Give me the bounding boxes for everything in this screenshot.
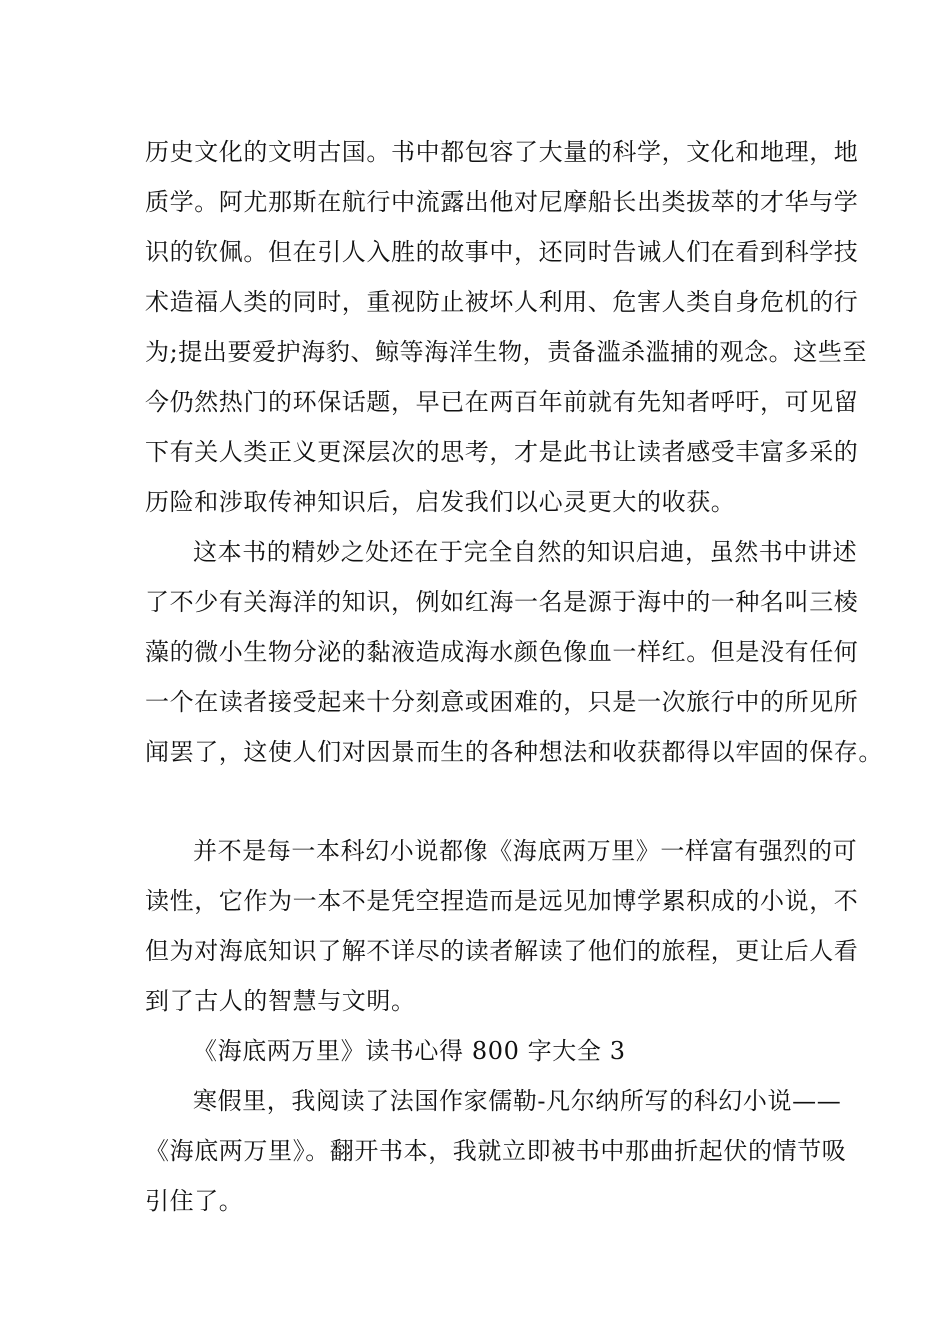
paragraph-line: 这本书的精妙之处还在于完全自然的知识启迪，虽然书中讲述 [193, 538, 858, 566]
paragraph-line: 引住了。 [145, 1187, 244, 1215]
paragraph-line: 读性，它作为一本不是凭空捏造而是远见加博学累积成的小说，不 [145, 887, 859, 915]
paragraph-line: 质学。阿尤那斯在航行中流露出他对尼摩船长出类拔萃的才华与学 [145, 188, 859, 216]
paragraph-line: 但为对海底知识了解不详尽的读者解读了他们的旅程，更让后人看 [145, 937, 859, 965]
paragraph-line: 藻的微小生物分泌的黏液造成海水颜色像血一样红。但是没有任何 [145, 638, 859, 666]
paragraph-line: 今仍然热门的环保话题，早已在两百年前就有先知者呼吁，可见留 [145, 388, 859, 416]
section-heading: 《海底两万里》读书心得 800 字大全 3 [193, 1037, 626, 1065]
paragraph-line: 《海底两万里》。翻开书本，我就立即被书中那曲折起伏的情节吸 [145, 1137, 847, 1165]
paragraph-line: 寒假里，我阅读了法国作家儒勒-凡尔纳所写的科幻小说—— [193, 1087, 842, 1115]
paragraph-line: 术造福人类的同时，重视防止被坏人利用、危害人类自身危机的行 [145, 288, 859, 316]
paragraph-line: 识的钦佩。但在引人入胜的故事中，还同时告诫人们在看到科学技 [145, 238, 859, 266]
paragraph-line: 下有关人类正义更深层次的思考，才是此书让读者感受丰富多采的 [145, 438, 859, 466]
paragraph-line: 为;提出要爱护海豹、鲸等海洋生物，责备滥杀滥捕的观念。这些至 [145, 338, 868, 366]
paragraph-line: 历险和涉取传神知识后，启发我们以心灵更大的收获。 [145, 488, 736, 516]
paragraph-line: 历史文化的文明古国。书中都包容了大量的科学，文化和地理，地 [145, 138, 859, 166]
paragraph-line: 并不是每一本科幻小说都像《海底两万里》一样富有强烈的可 [193, 837, 858, 865]
paragraph-line: 闻罢了，这使人们对因景而生的各种想法和收获都得以牢固的保存。 [145, 738, 883, 766]
paragraph-line: 到了古人的智慧与文明。 [145, 987, 416, 1015]
paragraph-line: 一个在读者接受起来十分刻意或困难的，只是一次旅行中的所见所 [145, 688, 859, 716]
paragraph-line: 了不少有关海洋的知识，例如红海一名是源于海中的一种名叫三棱 [145, 588, 859, 616]
